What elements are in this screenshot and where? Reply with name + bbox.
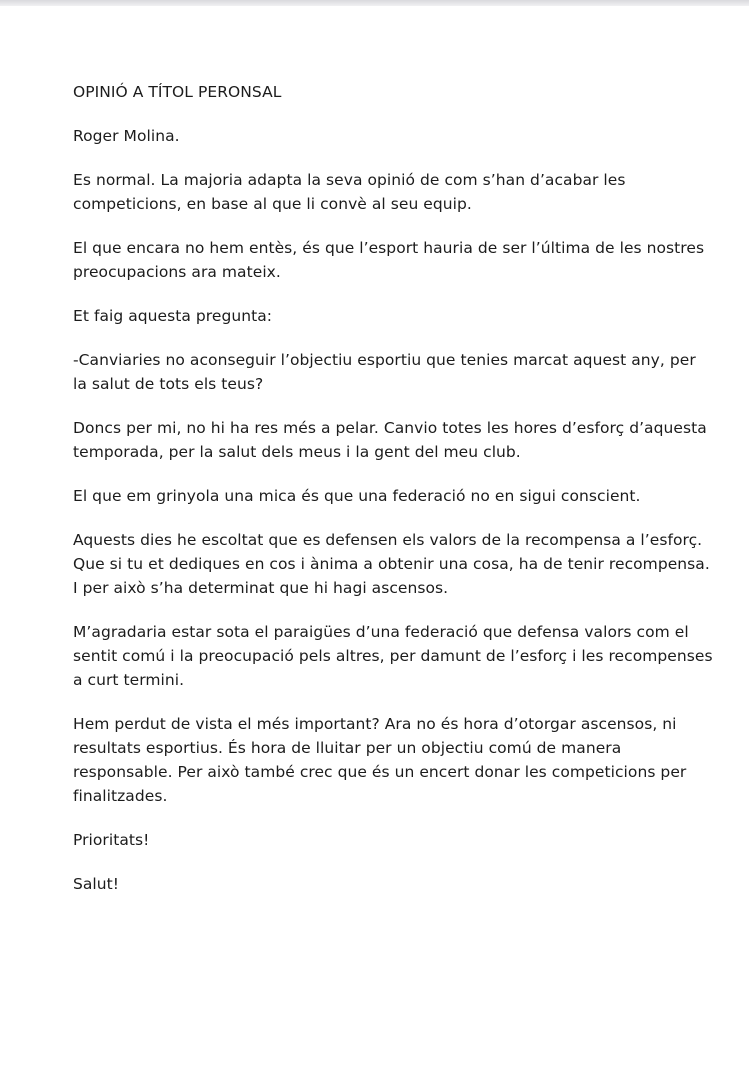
page-top-edge	[0, 0, 749, 6]
paragraph: Hem perdut de vista el més important? Ara no és hora d’otorgar ascensos, ni resultats esportius. És hora de lluitar per un objectiu comú de manera responsable. Per això també crec que és un encert donar les competicions per finalitzades.	[73, 715, 687, 805]
paragraph: El que encara no hem entès, és que l’esport hauria de ser l’última de les nostres preocupacions ara mateix.	[73, 239, 705, 281]
paragraph: El que em grinyola una mica és que una federació no en sigui conscient.	[73, 487, 641, 505]
paragraph: Es normal. La majoria adapta la seva opinió de com s’han d’acabar les competicions, en base al que li convè al seu equip.	[73, 171, 626, 213]
paragraph: Prioritats!	[73, 831, 150, 849]
document-body	[73, 80, 713, 916]
document-author: Roger Molina.	[73, 127, 180, 145]
paragraph: Aquests dies he escoltat que es defensen els valors de la recompensa a l’esforç. Que si tu et dediques en cos i ànima a obtenir una cosa, ha de tenir recompensa. I per això s’ha determinat que hi hagi ascensos.	[73, 531, 710, 597]
document-title: OPINIÓ A TÍTOL PERONSAL	[73, 83, 282, 101]
paragraph: Et faig aquesta pregunta:	[73, 307, 273, 325]
paragraph: Salut!	[73, 875, 120, 893]
paragraph: -Canviaries no aconseguir l’objectiu esportiu que tenies marcat aquest any, per la salut de tots els teus?	[73, 351, 696, 393]
paragraph: M’agradaria estar sota el paraigües d’una federació que defensa valors com el sentit comú i la preocupació pels altres, per damunt de l’esforç i les recompenses a curt termini.	[73, 623, 713, 689]
paragraph: Doncs per mi, no hi ha res més a pelar. Canvio totes les hores d’esforç d’aquesta temporada, per la salut dels meus i la gent del meu club.	[73, 419, 707, 461]
